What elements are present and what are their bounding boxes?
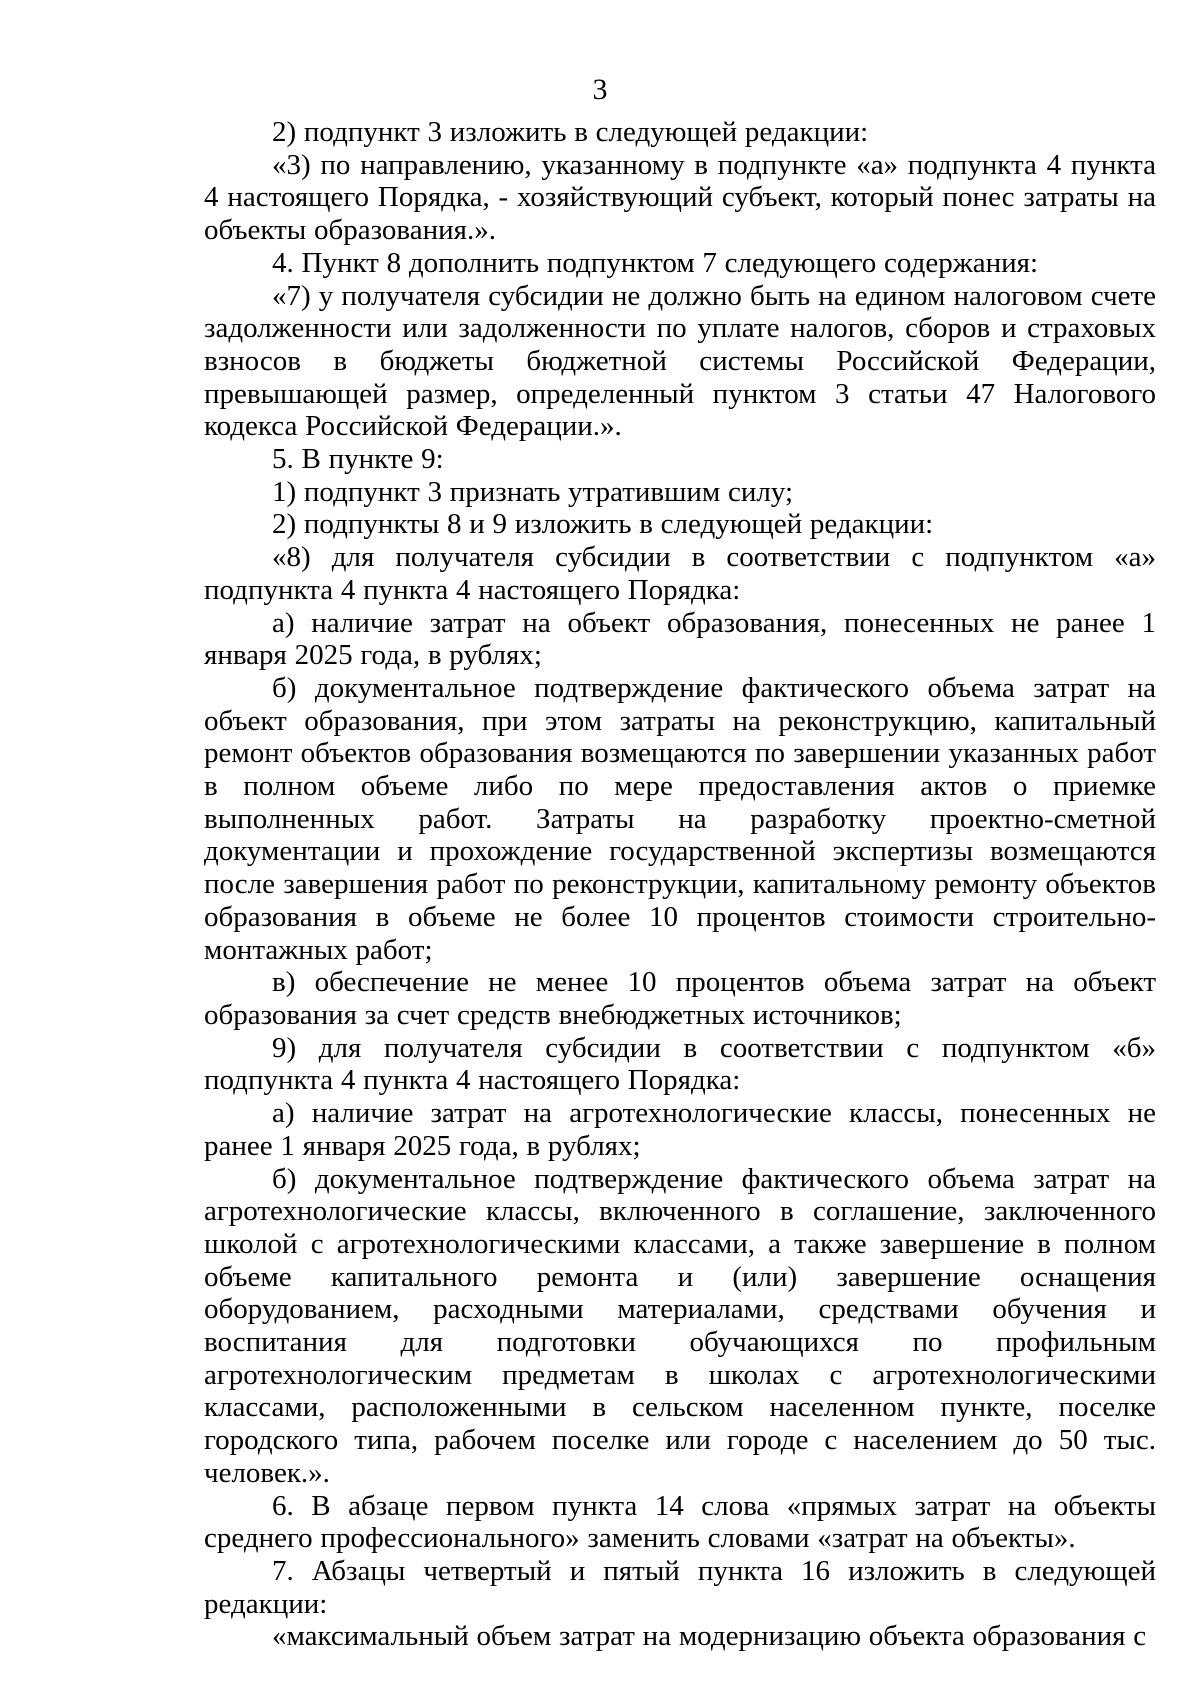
paragraph-1: 2) подпункт 3 изложить в следующей редакции:: [272, 116, 869, 148]
document-body: [204, 116, 1156, 1653]
paragraph-12: 9) для получателя субсидии в соответствии с подпунктом «б» подпункта 4 пункта 4 настоящего Порядка:: [204, 1031, 1156, 1097]
paragraph-17: «максимальный объем затрат на модернизацию объекта образования с: [272, 1620, 1147, 1653]
paragraph-5: 5. В пункте 9:: [272, 443, 444, 476]
paragraph-14: б) документальное подтверждение фактического объема затрат на агротехнологические классы, включенного в соглашение, заключенного школой с агротехнологическими классами, а также завершение в полном объеме капитального ремонта и (или) завершение оснащения оборудованием, расходными материалами, средствами обучения и воспитания для подготовки обучающихся по профильным агротехнологическим предметам в школах с агротехнологическими классами, расположенными в сельском населенном пункте, поселке городского типа, рабочем поселке или городе с населением до 50 тыс. человек.».: [204, 1162, 1156, 1489]
paragraph-7: 2) подпункты 8 и 9 изложить в следующей редакции:: [272, 508, 934, 541]
paragraph-3: 4. Пункт 8 дополнить подпунктом 7 следующего содержания:: [272, 246, 1039, 279]
paragraph-10: б) документальное подтверждение фактического объема затрат на объект образования, при этом затраты на реконструкцию, капитальный ремонт объектов образования возмещаются по завершении указанных работ в полном объеме либо по мере предоставления актов о приемке выполненных работ. Затраты на разработку проектно-сметной документации и прохождение государственной экспертизы возмещаются после завершения работ по реконструкции, капитальному ремонту объектов образования в объеме не более 10 процентов стоимости строительно-монтажных работ;: [204, 671, 1156, 966]
paragraph-9: а) наличие затрат на объект образования, понесенных не ранее 1 января 2025 года, в рублях;: [204, 606, 1156, 672]
paragraph-13: а) наличие затрат на агротехнологические классы, понесенных не ранее 1 января 2025 года, в рублях;: [204, 1097, 1156, 1162]
paragraph-15: 6. В абзаце первом пункта 14 слова «прямых затрат на объекты среднего профессионального» заменить словами «затрат на объекты».: [204, 1489, 1156, 1555]
paragraph-8: «8) для получателя субсидии в соответствии с подпунктом «а» подпункта 4 пункта 4 настоящего Порядка:: [204, 541, 1156, 606]
paragraph-6: 1) подпункт 3 признать утратившим силу;: [272, 475, 794, 508]
paragraph-11: в) обеспечение не менее 10 процентов объема затрат на объект образования за счет средств внебюджетных источников;: [204, 966, 1156, 1031]
paragraph-16: 7. Абзацы четвертый и пятый пункта 16 изложить в следующей редакции:: [204, 1554, 1156, 1620]
page-number: 3: [592, 73, 608, 106]
paragraph-2: «3) по направлению, указанному в подпункте «а» подпункта 4 пункта 4 настоящего Порядка, - хозяйствующий субъект, который понес затраты на объекты образования.».: [204, 148, 1156, 247]
paragraph-4: «7) у получателя субсидии не должно быть на едином налоговом счете задолженности или задолженности по уплате налогов, сборов и страховых взносов в бюджеты бюджетной системы Российской Федерации, превышающей размер, определенный пунктом 3 статьи 47 Налогового кодекса Российской Федерации.».: [204, 279, 1156, 443]
